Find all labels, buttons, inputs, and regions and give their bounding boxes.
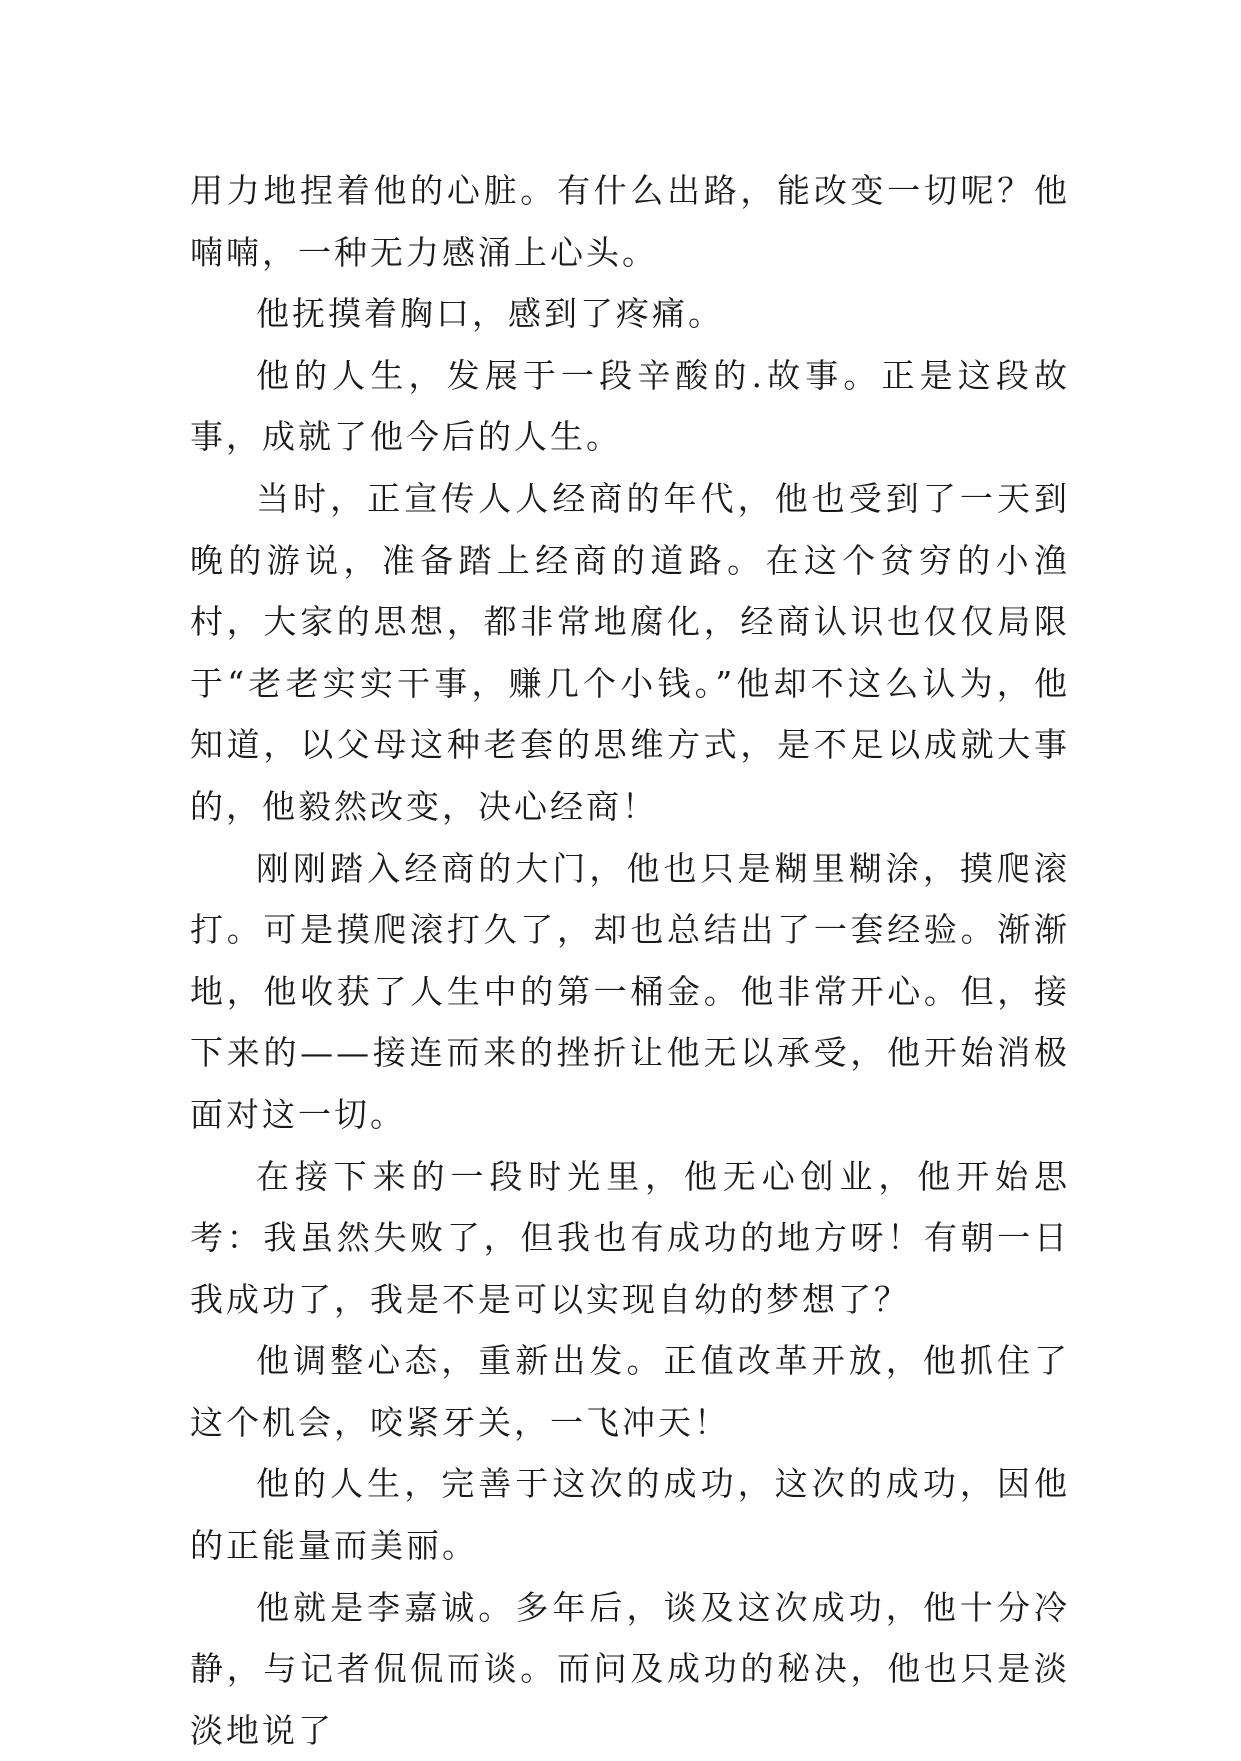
paragraph-8: 他的人生，完善于这次的成功，这次的成功，因他的正能量而美丽。 xyxy=(190,1464,1070,1566)
paragraph-1: 用力地捏着他的心脏。有什么出路，能改变一切呢？他喃喃，一种无力感涌上心头。 xyxy=(190,171,1070,272)
paragraph-4: 当时，正宣传人人经商的年代，他也受到了一天到晚的游说，准备踏上经商的道路。在这个贫穷的小渔村，大家的思想，都非常地腐化，经商认识也仅仅局限于“老老实实干事，赚几个小钱。”他却不这么认为，他知道，以父母这种老套的思维方式，是不足以成就大事的，他毅然改变，决心经商！ xyxy=(190,478,1070,826)
paragraph-2: 他抚摸着胸口，感到了疼痛。 xyxy=(256,294,724,334)
paragraph-7: 他调整心态，重新出发。正值改革开放，他抓住了这个机会，咬紧牙关，一飞冲天！ xyxy=(190,1341,1070,1442)
paragraph-3: 他的人生，发展于一段辛酸的.故事。正是这段故事，成就了他今后的人生。 xyxy=(190,355,1070,457)
paragraph-6: 在接下来的一段时光里，他无心创业，他开始思考：我虽然失败了，但我也有成功的地方呀！有朝一日我成功了，我是不是可以实现自幼的梦想了？ xyxy=(190,1156,1070,1319)
paragraph-9: 他就是李嘉诚。多年后，谈及这次成功，他十分冷静，与记者侃侃而谈。而问及成功的秘决，他也只是淡淡地说了 xyxy=(190,1587,1070,1750)
paragraph-5: 刚刚踏入经商的大门，他也只是糊里糊涂，摸爬滚打。可是摸爬滚打久了，却也总结出了一套经验。渐渐地，他收获了人生中的第一桶金。他非常开心。但，接下来的——接连而来的挫折让他无以承受，他开始消极面对这一切。 xyxy=(190,848,1070,1134)
article-body xyxy=(190,160,1070,1761)
